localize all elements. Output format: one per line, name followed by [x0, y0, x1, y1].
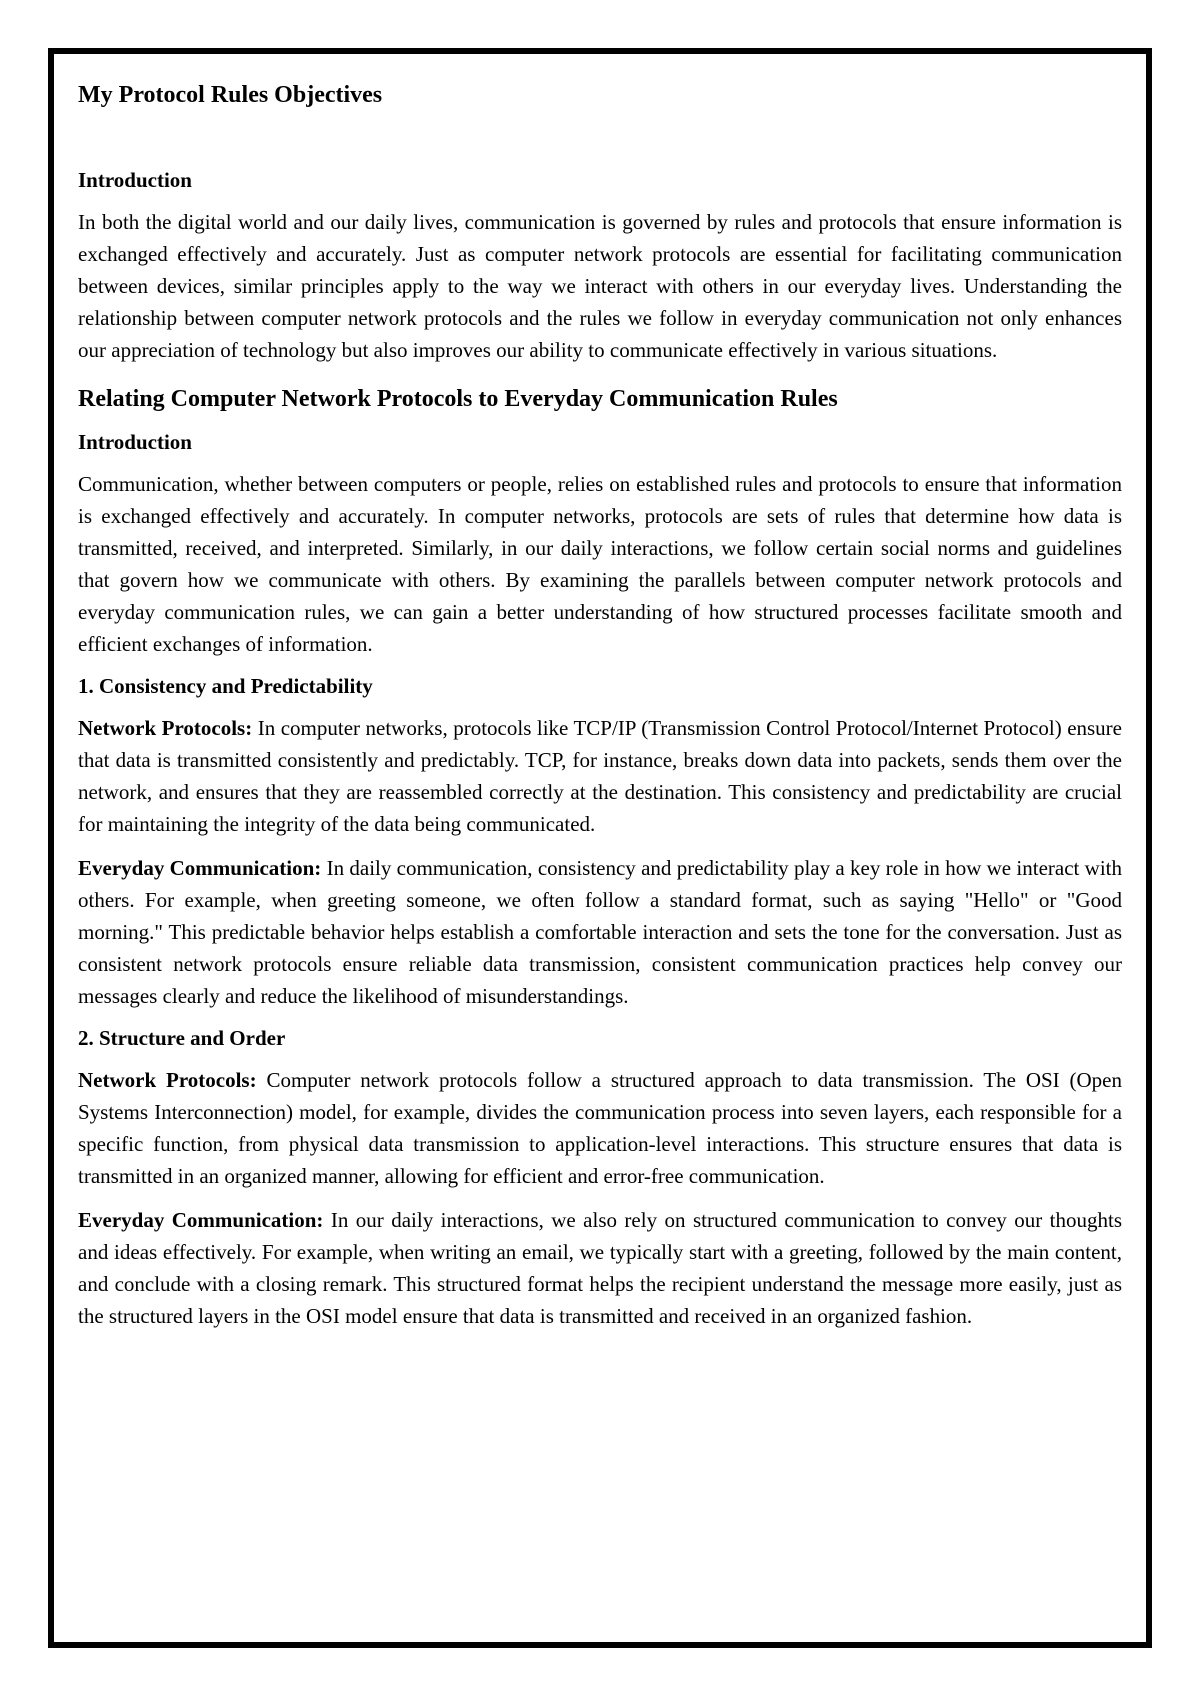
document-body: [78, 78, 1122, 1618]
point-2-network-label: Network Protocols:: [78, 1068, 257, 1092]
section-intro-heading: Introduction: [78, 430, 192, 454]
point-1-network-label: Network Protocols:: [78, 716, 253, 740]
point-1-network-text: In computer networks, protocols like TCP/IP (Transmission Control Protocol/Internet Protocol) ensure that data is transmitted consistently and predictably. TCP, for instance, breaks down data into packets, sends them over the network, and ensures that they are reassembled correctly at the destination. This consistency and predictability are crucial for maintaining the integrity of the data being communicated.: [78, 716, 1122, 836]
point-1-everyday-label: Everyday Communication:: [78, 856, 322, 880]
point-2-everyday-paragraph: [78, 1204, 1122, 1332]
intro-paragraph: In both the digital world and our daily lives, communication is governed by rules and protocols that ensure information is exchanged effectively and accurately. Just as computer network protocols are essential for facilitating communication between devices, similar principles apply to the way we interact with others in our everyday lives. Understanding the relationship between computer network protocols and the rules we follow in everyday communication not only enhances our appreciation of technology but also improves our ability to communicate effectively in various situations.: [78, 210, 1122, 362]
page-frame: [48, 48, 1152, 1648]
point-1-network-paragraph: [78, 712, 1122, 840]
section-intro-paragraph: Communication, whether between computers or people, relies on established rules and protocols to ensure that information is exchanged effectively and accurately. In computer networks, protocols are sets of rules that determine how data is transmitted, received, and interpreted. Similarly, in our daily interactions, we follow certain social norms and guidelines that govern how we communicate with others. By examining the parallels between computer network protocols and everyday communication rules, we can gain a better understanding of how structured processes facilitate smooth and efficient exchanges of information.: [78, 472, 1122, 656]
intro-heading: Introduction: [78, 168, 192, 192]
document-title: My Protocol Rules Objectives: [78, 82, 383, 108]
point-2-network-paragraph: [78, 1064, 1122, 1192]
point-2-heading: 2. Structure and Order: [78, 1026, 286, 1050]
point-2-everyday-text: In our daily interactions, we also rely on structured communication to convey our thoughts and ideas effectively. For example, when writing an email, we typically start with a greeting, followed by the main content, and conclude with a closing remark. This structured format helps the recipient understand the message more easily, just as the structured layers in the OSI model ensure that data is transmitted and received in an organized fashion.: [78, 1208, 1122, 1328]
point-1-everyday-text: In daily communication, consistency and predictability play a key role in how we interact with others. For example, when greeting someone, we often follow a standard format, such as saying "Hello" or "Good morning." This predictable behavior helps establish a comfortable interaction and sets the tone for the conversation. Just as consistent network protocols ensure reliable data transmission, consistent communication practices help convey our messages clearly and reduce the likelihood of misunderstandings.: [78, 856, 1123, 1008]
section-title: Relating Computer Network Protocols to Everyday Communication Rules: [78, 386, 838, 412]
point-1-heading: 1. Consistency and Predictability: [78, 674, 373, 698]
point-2-network-text: Computer network protocols follow a structured approach to data transmission. The OSI (Open Systems Interconnection) model, for example, divides the communication process into seven layers, each responsible for a specific function, from physical data transmission to application-level interactions. This structure ensures that data is transmitted in an organized manner, allowing for efficient and error-free communication.: [78, 1068, 1123, 1188]
point-1-everyday-paragraph: [78, 852, 1122, 1012]
point-2-everyday-label: Everyday Communication:: [78, 1208, 324, 1232]
